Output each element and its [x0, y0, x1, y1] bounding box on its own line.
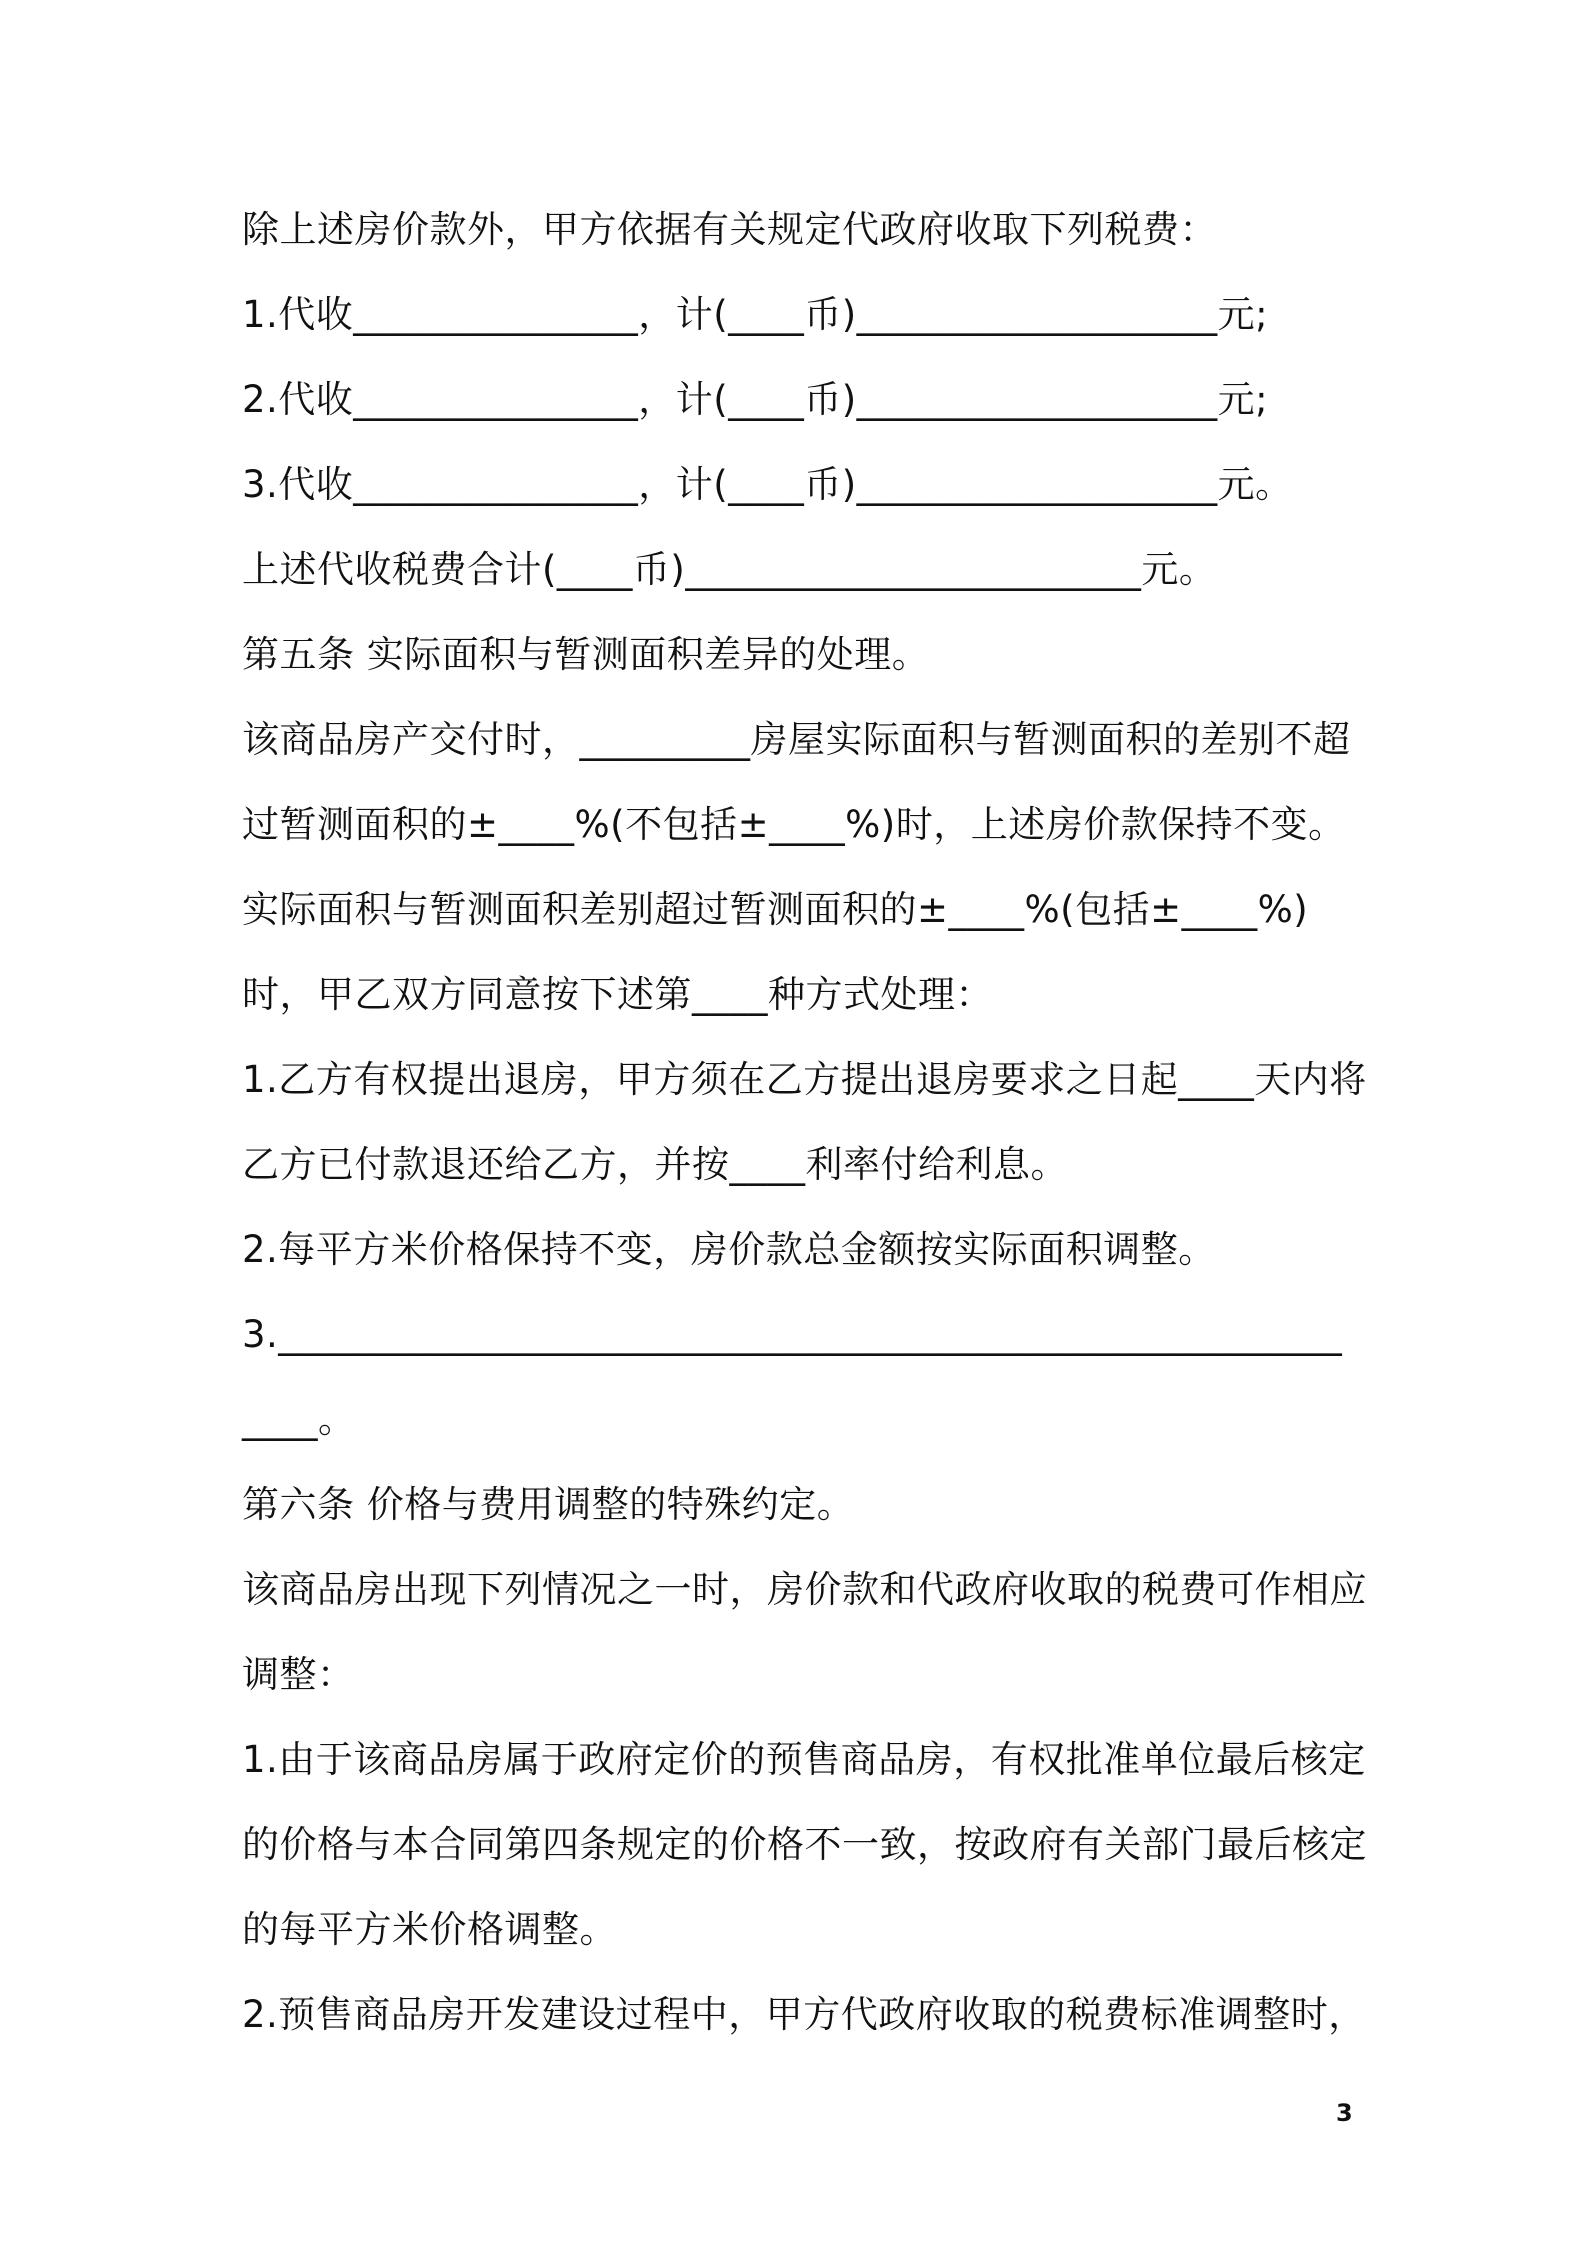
paragraph-line: 上述代收税费合计(____币)________________________元。	[242, 548, 1217, 591]
paragraph-line: 实际面积与暂测面积差别超过暂测面积的±____%(包括±____%)	[242, 888, 1309, 931]
paragraph-line: 除上述房价款外，甲方依据有关规定代政府收取下列税费：	[242, 208, 1217, 251]
blank-line: ____。	[242, 1398, 356, 1441]
paragraph-line: 2.每平方米价格保持不变，房价款总金额按实际面积调整。	[242, 1228, 1216, 1271]
paragraph-line: 1.代收_______________，计(____币)___________________元;	[242, 293, 1269, 336]
paragraph-line: 的价格与本合同第四条规定的价格不一致，按政府有关部门最后核定	[242, 1823, 1367, 1866]
paragraph-line: 乙方已付款退还给乙方，并按____利率付给利息。	[242, 1143, 1068, 1186]
blank-line: 3.________________________________________________________	[242, 1313, 1343, 1356]
document-body	[242, 200, 1367, 2070]
paragraph-line: 该商品房产交付时，_________房屋实际面积与暂测面积的差别不超	[242, 718, 1351, 761]
paragraph-line: 1.由于该商品房属于政府定价的预售商品房，有权批准单位最后核定	[242, 1738, 1366, 1781]
page-number: 3	[1336, 2099, 1353, 2127]
paragraph-line: 2.预售商品房开发建设过程中，甲方代政府收取的税费标准调整时，	[242, 1993, 1366, 2036]
paragraph-line: 调整：	[242, 1653, 355, 1696]
paragraph-line: 3.代收_______________，计(____币)___________________元。	[242, 463, 1293, 506]
section-heading: 第五条 实际面积与暂测面积差异的处理。	[242, 633, 930, 676]
paragraph-line: 过暂测面积的±____%(不包括±____%)时，上述房价款保持不变。	[242, 803, 1346, 846]
paragraph-line: 的每平方米价格调整。	[242, 1908, 617, 1951]
paragraph-line: 1.乙方有权提出退房，甲方须在乙方提出退房要求之日起____天内将	[242, 1058, 1367, 1101]
paragraph-line: 2.代收_______________，计(____币)___________________元;	[242, 378, 1269, 421]
paragraph-line: 时，甲乙双方同意按下述第____种方式处理：	[242, 973, 993, 1016]
paragraph-line: 该商品房出现下列情况之一时，房价款和代政府收取的税费可作相应	[242, 1568, 1367, 1611]
section-heading: 第六条 价格与费用调整的特殊约定。	[242, 1483, 855, 1526]
